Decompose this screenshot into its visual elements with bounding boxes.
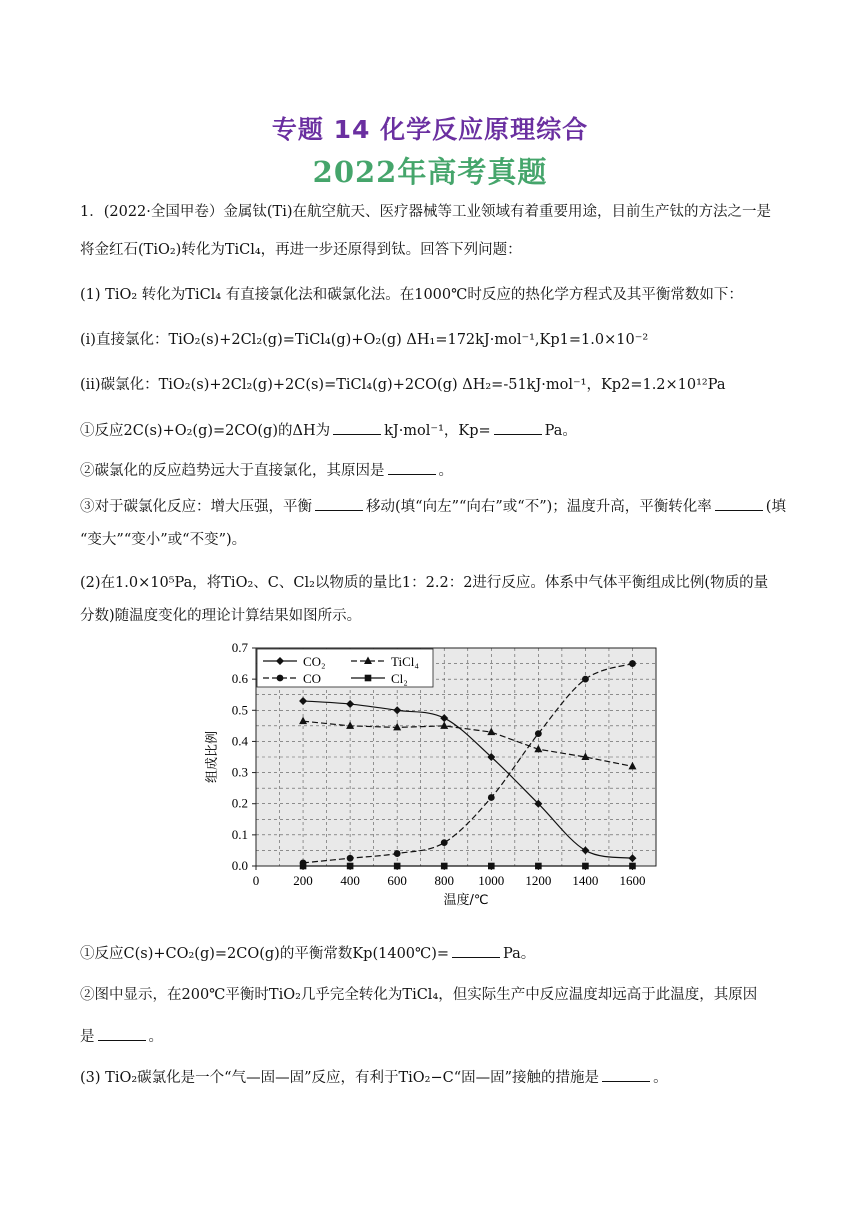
data-point-3 [535,863,542,870]
question-2b-line-2 [80,1026,790,1047]
question-2a [80,943,790,964]
x-tick-label: 400 [340,873,360,888]
data-point-3 [347,863,354,870]
data-point-2 [629,660,636,667]
question-1b-text: 。 [438,463,453,479]
part2-line-2: 分数)随温度变化的理论计算结果如图所示。 [80,608,362,624]
answer-blank[interactable] [315,496,363,511]
question-2b-line-1: ②图中显示，在200℃平衡时TiO₂几乎完全转化为TiCl₄，但实际生产中反应温度却远高于此温度，其原因 [80,987,758,1003]
part3-text: (3) TiO₂碳氯化是一个“气—固—固”反应，有利于TiO₂−C“固—固”接触的措施是 [80,1070,600,1086]
x-tick-label: 1200 [525,873,552,888]
y-tick-label: 0.3 [231,764,248,780]
legend-marker [277,675,284,682]
data-point-2 [347,855,354,862]
data-point-3 [300,863,307,870]
answer-blank[interactable] [98,1026,146,1041]
part3 [80,1067,790,1088]
y-tick-label: 0.4 [231,733,248,749]
question-1c-line-2: “变大”“变小”或“不变”)。 [80,532,247,548]
question-1c-text: 移动(填“向左”“向右”或“不”)；温度升高，平衡转化率 [366,499,712,515]
answer-blank[interactable] [452,943,500,958]
data-point-2 [394,850,401,857]
data-point-3 [394,863,401,870]
y-tick-label: 0.0 [231,858,248,873]
question-2a-text: ①反应C(s)+CO₂(g)=2CO(g)的平衡常数Kp(1400℃)= [80,946,450,962]
legend-marker [365,675,372,682]
answer-blank[interactable] [494,420,542,435]
y-tick-label: 0.6 [231,671,248,687]
composition-temperature-chart [196,636,666,928]
x-tick-label: 1400 [572,873,599,888]
y-tick-label: 0.7 [231,640,248,655]
question-1c-text: ③对于碳氯化反应：增大压强，平衡 [80,499,312,515]
question-1a-text: ①反应2C(s)+O₂(g)=2CO(g)的ΔH为 [80,423,331,439]
data-point-2 [441,839,448,846]
part1-intro: (1) TiO₂ 转化为TiCl₄ 有直接氯化法和碳氯化法。在1000℃时反应的热化学方程式及其平衡常数如下： [80,287,743,303]
x-tick-label: 1600 [619,873,646,888]
x-tick-label: 0 [252,873,260,888]
legend-label: CO₂ [303,654,326,669]
x-axis-label: 温度/℃ [443,893,489,908]
question-1c-text: (填 [765,499,786,515]
data-point-3 [488,863,495,870]
part3-text: 。 [653,1070,668,1086]
page-title: 专题 14 化学反应原理综合 [271,115,589,144]
y-tick-label: 0.5 [231,702,248,718]
legend-label: CO [303,671,322,686]
data-point-2 [488,794,495,801]
data-point-2 [535,730,542,737]
question-1b-text: ②碳氯化的反应趋势远大于直接氯化，其原因是 [80,463,385,479]
part2-line-1: (2)在1.0×10⁵Pa，将TiO₂、C、Cl₂以物质的量比1：2.2：2进行反应。体系中气体平衡组成比例(物质的量 [80,575,769,591]
data-point-2 [582,676,589,683]
question-1b [80,460,790,481]
legend-label: TiCl₄ [391,654,419,669]
answer-blank[interactable] [388,460,436,475]
legend-label: Cl₂ [391,671,408,686]
y-axis-label: 组成比例 [205,730,220,784]
x-tick-label: 1000 [478,873,505,888]
question-2b-text: 是 [80,1029,95,1045]
y-tick-label: 0.1 [231,826,248,842]
answer-blank[interactable] [333,420,381,435]
question-2b-text: 。 [148,1029,163,1045]
part1-direct-chlorination: (ⅰ)直接氯化：TiO₂(s)+2Cl₂(g)=TiCl₄(g)+O₂(g) ΔH₁=172kJ·mol⁻¹,Kp1=1.0×10⁻² [80,332,649,348]
question-2a-text: Pa。 [503,946,536,962]
data-point-3 [582,863,589,870]
question-1a-text: kJ·mol⁻¹，Kp= [384,423,491,439]
x-tick-label: 800 [434,873,454,888]
question-intro-line-2: 将金红石(TiO₂)转化为TiCl₄，再进一步还原得到钛。回答下列问题： [80,242,522,258]
question-1c [80,496,790,517]
answer-blank[interactable] [715,496,763,511]
page-subtitle: 2022年高考真题 [312,155,548,189]
data-point-3 [441,863,448,870]
question-intro-line-1: 1．(2022·全国甲卷）金属钛(Ti)在航空航天、医疗器械等工业领域有着重要用途，目前生产钛的方法之一是 [80,204,772,220]
answer-blank[interactable] [602,1067,650,1082]
part1-carbochlorination: (ⅱ)碳氯化：TiO₂(s)+2Cl₂(g)+2C(s)=TiCl₄(g)+2CO(g) ΔH₂=-51kJ·mol⁻¹，Kp2=1.2×10¹²Pa [80,377,726,393]
x-tick-label: 600 [387,873,407,888]
y-tick-label: 0.2 [231,795,248,811]
x-tick-label: 200 [293,873,313,888]
data-point-3 [629,863,636,870]
question-1a-text: Pa。 [544,423,577,439]
question-1a [80,420,790,441]
